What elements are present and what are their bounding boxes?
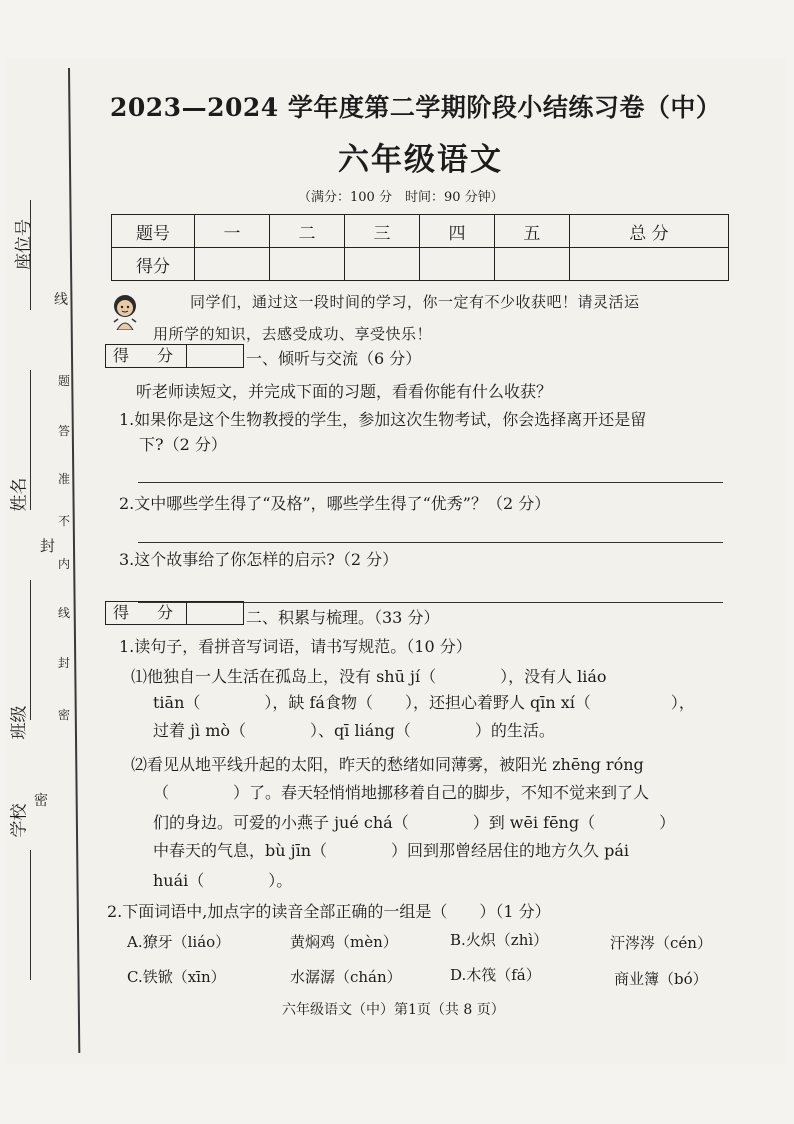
score-table-label-score: 得分 [112,248,195,281]
section2-q1: 1.读句子，看拼音写词语，请书写规范。（10 分） [119,637,472,656]
score-table-header-row [112,215,729,248]
option-b[interactable]: B.火炽（zhì） [450,931,549,949]
name-underline [30,370,31,510]
score-table-col-4: 四 [419,215,494,248]
section1-q1-line2: 下?（2 分） [139,435,227,454]
section1-instruction: 听老师读短文，并完成下面的习题，看看你能有什么收获？ [136,382,553,401]
exam-title: 2023—2024 学年度第二学期阶段小结练习卷（中） [110,93,722,122]
score-table-col-1: 一 [195,215,270,248]
score-table-col-3: 三 [344,215,419,248]
binding-text-feng: 封 [58,656,71,670]
page-footer: 六年级语文（中）第1页（共 8 页） [282,1002,505,1018]
score-table-score-row [112,248,729,281]
option-a-word2: 黄焖鸡（mèn） [290,933,398,951]
section1-score-box [105,344,244,368]
option-c[interactable]: C.铁锨（xīn） [127,968,226,986]
option-a[interactable]: A.獠牙（liáo） [127,933,231,951]
section1-q1-line1: 1.如果你是这个生物教授的学生，参加这次生物考试，你会选择离开还是留 [119,410,647,429]
section1-score-label: 得 分 [106,345,187,367]
score-cell-1[interactable] [195,248,270,281]
section2-p2-line4: 中春天的气息，bù jīn（ ）回到那曾经居住的地方久久 pái [153,841,630,860]
score-table-col-2: 二 [269,215,344,248]
score-table-label-question: 题号 [112,215,195,248]
section2-p1-line3: 过着 jì mò（ ）、qī liáng（ ）的生活。 [153,721,555,740]
binding-text-mi: 密 [58,708,71,722]
binding-text-xian: 线 [54,292,68,308]
score-cell-3[interactable] [344,248,419,281]
intro-line-2: 用所学的知识，去感受成功、享受快乐！ [153,325,433,343]
binding-text-ti: 题 [58,374,71,388]
binding-text-da: 答 [58,424,71,438]
section2-p2-line5: huái（ ）。 [153,871,293,890]
option-d[interactable]: D.木筏（fá） [450,966,541,984]
school-label: 学校 [9,803,30,838]
name-label: 姓名 [9,477,30,512]
score-table-col-5: 五 [494,215,569,248]
binding-text-zhun: 准 [58,472,71,486]
score-cell-total[interactable] [569,248,728,281]
option-c-word2: 水潺潺（chán） [290,968,402,986]
option-d-word2: 商业簿（bó） [614,970,708,988]
score-table-col-total: 总 分 [569,215,728,248]
section2-score-input[interactable] [187,602,243,624]
section2-p1-line2: tiān（ ），缺 fá食物（ ），还担心着野人 qīn xí（ ）， [153,693,695,712]
exam-subject: 六年级语文 [338,142,503,178]
seat-number-underline [30,200,31,310]
binding-text-xian2: 线 [58,606,71,620]
binding-text-bu: 不 [58,514,71,528]
student-avatar-icon [108,292,142,330]
section1-title: 一、倾听与交流（6 分） [246,349,422,368]
school-underline [30,850,31,980]
section2-score-label: 得 分 [106,602,187,624]
exam-meta: （满分：100 分 时间：90 分钟） [298,190,504,205]
section2-p2-line2: （ ）了。春天轻悄悄地挪移着自己的脚步，不知不觉来到了人 [153,783,650,802]
section2-title: 二、积累与梳理。（33 分） [246,608,440,627]
section2-p2-line1: ⑵看见从地平线升起的太阳，昨天的愁绪如同薄雾，被阳光 zhēng róng [131,755,644,774]
section2-p1-line1: ⑴他独自一人生活在孤岛上，没有 shū jí（ ），没有人 liáo [131,667,607,686]
seal-word-feng: 封 [40,537,56,555]
score-cell-2[interactable] [269,248,344,281]
class-underline [30,580,31,720]
section2-p2-line3: 们的身边。可爱的小燕子 jué chá（ ）到 wēi fēng（ ） [153,813,676,832]
section1-q2: 2.文中哪些学生得了“及格”，哪些学生得了“优秀”？（2 分） [119,494,551,513]
section1-q2-answer-line[interactable] [138,542,723,543]
section1-q3: 3.这个故事给了你怎样的启示?（2 分） [119,550,399,569]
score-cell-5[interactable] [494,248,569,281]
binding-text-nei: 内 [58,557,71,571]
option-b-word2: 汗涔涔（cén） [610,934,712,952]
score-cell-4[interactable] [419,248,494,281]
seat-number-label: 座位号 [14,219,34,270]
section1-score-input[interactable] [187,345,243,367]
score-table [111,214,729,281]
class-label: 班级 [9,705,30,740]
section1-q1-answer-line[interactable] [138,482,723,483]
seal-word-mi: 密 [34,793,48,809]
section2-score-box [105,601,244,625]
section2-q2: 2.下面词语中,加点字的读音全部正确的一组是（ ）（1 分） [107,902,551,921]
intro-line-1: 同学们，通过这一段时间的学习，你一定有不少收获吧！请灵活运 [190,293,640,311]
